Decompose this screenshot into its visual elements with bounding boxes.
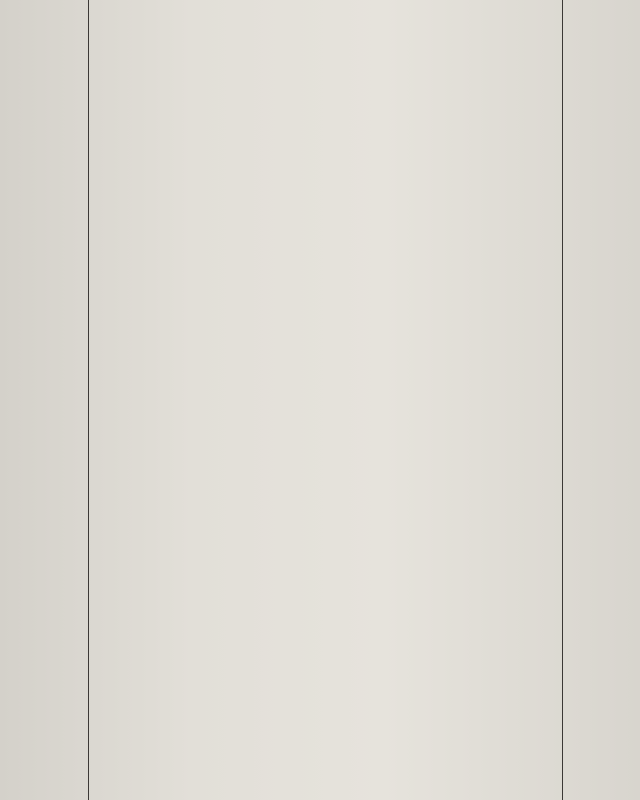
column-rule bbox=[88, 0, 89, 800]
column-rule bbox=[562, 0, 563, 800]
